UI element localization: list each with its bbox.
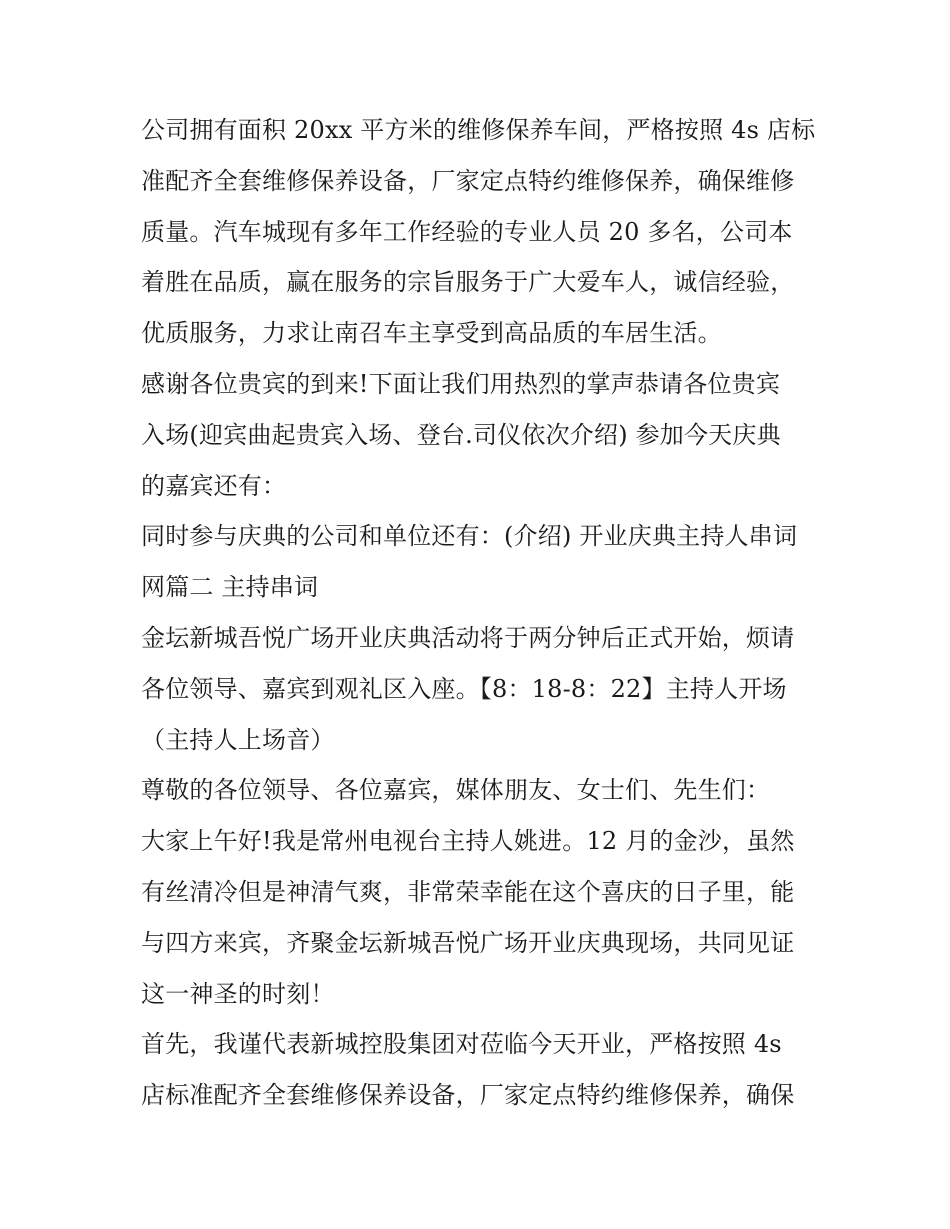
text-line: 有丝清冷但是神清气爽，非常荣幸能在这个喜庆的日子里，能 — [141, 877, 795, 906]
text-line: 着胜在品质，赢在服务的宗旨服务于广大爱车人，诚信经验， — [141, 268, 795, 297]
text-line: 首先，我谨代表新城控股集团对莅临今天开业，严格按照 4s — [141, 1030, 782, 1059]
document-body — [141, 105, 821, 1121]
text-line: 的嘉宾还有： — [141, 471, 287, 500]
text-line: 金坛新城吾悦广场开业庆典活动将于两分钟后正式开始，烦请 — [141, 623, 795, 652]
text-line: 这一神圣的时刻！ — [141, 979, 335, 1008]
text-line: 优质服务，力求让南召车主享受到高品质的车居生活。 — [141, 319, 722, 348]
text-line: 同时参与庆典的公司和单位还有：(介绍) 开业庆典主持人串词 — [141, 522, 798, 551]
text-line: 入场(迎宾曲起贵宾入场、登台.司仪依次介绍) 参加今天庆典 — [141, 420, 781, 449]
text-line: 店标准配齐全套维修保养设备，厂家定点特约维修保养，确保 — [141, 1081, 795, 1110]
text-line: 大家上午好!我是常州电视台主持人姚进。12 月的金沙，虽然 — [141, 827, 795, 856]
text-line: 质量。汽车城现有多年工作经验的专业人员 20 多名，公司本 — [141, 217, 793, 246]
text-line: 尊敬的各位领导、各位嘉宾，媒体朋友、女士们、先生们： — [141, 776, 771, 805]
text-line: 公司拥有面积 20xx 平方米的维修保养车间，严格按照 4s 店标 — [141, 116, 816, 144]
text-line: （主持人上场音） — [141, 725, 335, 754]
text-line: 网篇二 主持串词 — [141, 573, 319, 602]
text-line: 准配齐全套维修保养设备，厂家定点特约维修保养，确保维修 — [141, 166, 795, 195]
text-line: 各位领导、嘉宾到观礼区入座。【8：18-8：22】主持人开场 — [141, 674, 787, 703]
text-line: 感谢各位贵宾的到来!下面让我们用热烈的掌声恭请各位贵宾 — [141, 369, 781, 398]
text-line: 与四方来宾，齐聚金坛新城吾悦广场开业庆典现场，共同见证 — [141, 928, 795, 957]
